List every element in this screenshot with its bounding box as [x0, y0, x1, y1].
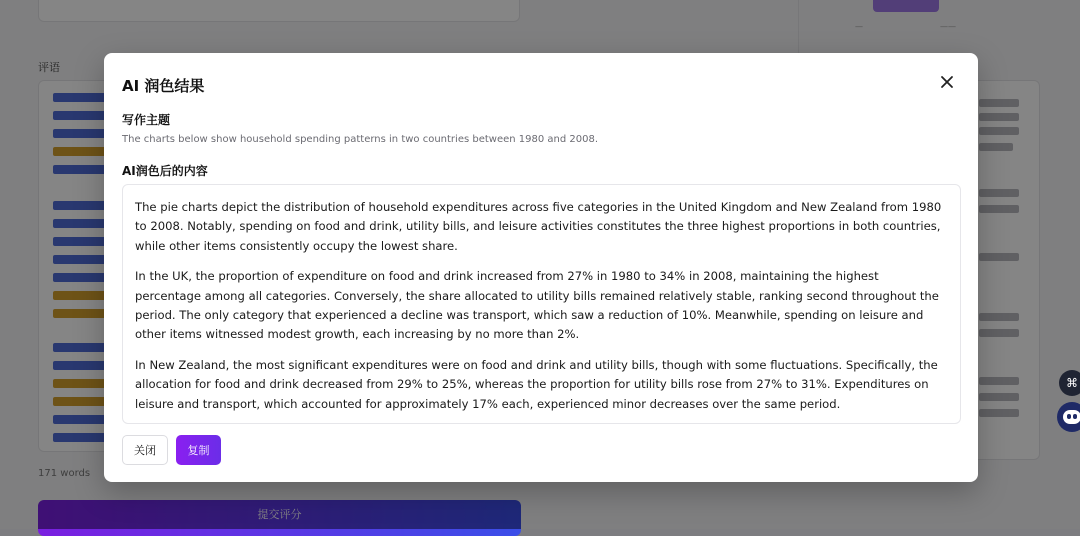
- command-icon[interactable]: ⌘: [1059, 370, 1080, 396]
- polished-content-box[interactable]: [122, 184, 961, 424]
- copy-button[interactable]: 复制: [176, 435, 221, 465]
- dialog-title: AI 润色结果: [122, 75, 204, 96]
- bg-axis-label: —: [855, 22, 863, 31]
- result-paragraph: In the UK, the proportion of expenditure on food and drink increased from 27% in 1980 to 34% in 2008, maintaining the highest percentage among all categories. Conversely, the share allocated to utility bills remained relatively stable, ranking second throughout the period. The only category that experienced a decline was transport, which saw a reduction of 10%. Meanwhile, spending on leisure and other items witnessed modest growth, each increasing by no more than 2%.: [135, 267, 948, 344]
- result-paragraph: The pie charts depict the distribution of household expenditures across five categories in the United Kingdom and New Zealand from 1980 to 2008. Notably, spending on food and drink, utility bills, and leisure activities constitutes the three highest proportions in both countries, while other items consistently occupy the lowest share.: [135, 198, 948, 256]
- close-icon[interactable]: [938, 73, 956, 91]
- bg-axis-label: ——: [940, 22, 956, 31]
- bg-section-label: 评语: [38, 59, 60, 75]
- result-heading: AI润色后的内容: [122, 162, 208, 179]
- polish-result-dialog: [104, 53, 978, 482]
- close-button[interactable]: 关闭: [122, 435, 168, 465]
- bg-word-count: 171 words: [38, 468, 90, 479]
- bg-submit-button: 提交评分: [38, 500, 521, 536]
- result-paragraph: In New Zealand, the most significant expenditures were on food and drink and utility bills, though with some fluctuations. Specifically, the allocation for food and drink decreased from 29% to 25%, whereas the proportion for utility bills rose from 27% to 31%. Expenditures on leisure and transport, which accounted for approximately 17% each, experienced minor decreases over the same period.: [135, 356, 948, 414]
- robot-icon[interactable]: [1057, 402, 1080, 432]
- topic-text: The charts below show household spending patterns in two countries between 1980 and 2008.: [122, 134, 598, 145]
- topic-heading: 写作主题: [122, 111, 170, 128]
